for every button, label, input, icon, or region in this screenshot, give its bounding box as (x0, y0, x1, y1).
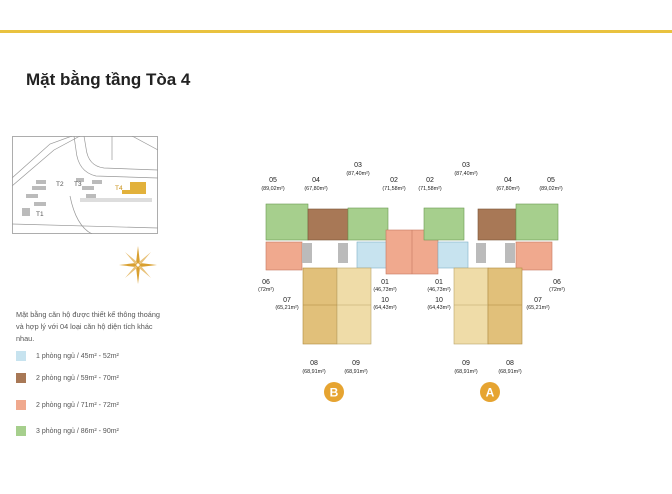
site-map-label-t2: T2 (56, 181, 64, 188)
unit-b-01-plan (357, 242, 387, 268)
legend-label: 2 phòng ngủ / 71m² - 72m² (36, 401, 119, 409)
unit-code: 10 (435, 297, 443, 304)
unit-area: (64,43m²) (427, 305, 451, 311)
unit-area: (65,21m²) (526, 305, 550, 311)
stair-core (302, 243, 312, 263)
wing-b (266, 204, 388, 344)
page-title: Mặt bằng tầng Tòa 4 (26, 70, 191, 89)
unit-a-07-plan (488, 268, 522, 344)
unit-area: (87,40m²) (454, 171, 478, 177)
unit-b-10-plan (337, 268, 371, 344)
legend-label: 3 phòng ngủ / 86m² - 90m² (36, 427, 119, 435)
unit-b-05-plan (266, 204, 308, 240)
unit-area: (67,80m²) (496, 186, 520, 192)
unit-code: 09 (352, 360, 360, 367)
unit-b-04-plan (308, 209, 348, 240)
unit-a-05-plan (516, 204, 558, 240)
unit-code: 06 (262, 279, 270, 286)
unit-area: (72m²) (549, 287, 565, 293)
wing-b-badge-label: B (329, 385, 339, 400)
site-map-label-t4: T4 (115, 185, 123, 192)
unit-area: (46,73m²) (427, 287, 451, 293)
unit-code: 06 (553, 279, 561, 286)
unit-area: (65,21m²) (275, 305, 299, 311)
unit-area: (89,02m²) (261, 186, 285, 192)
wing-a-badge (480, 382, 500, 402)
unit-area: (68,91m²) (344, 369, 368, 375)
unit-code: 08 (506, 360, 514, 367)
unit-a-06-plan (516, 242, 552, 270)
unit-a-04-plan (478, 209, 516, 240)
unit-code: 04 (504, 177, 512, 184)
unit-area: (87,40m²) (346, 171, 370, 177)
unit-area: (67,80m²) (304, 186, 328, 192)
unit-code: 03 (462, 162, 470, 169)
unit-area: (68,91m²) (454, 369, 478, 375)
unit-area: (71,58m²) (418, 186, 442, 192)
unit-area: (46,73m²) (373, 287, 397, 293)
unit-code: 10 (381, 297, 389, 304)
unit-code: 05 (269, 177, 277, 184)
unit-area: (68,91m²) (498, 369, 522, 375)
unit-area: (89,02m²) (539, 186, 563, 192)
unit-area: (71,58m²) (382, 186, 406, 192)
legend-label: 2 phòng ngủ / 59m² - 70m² (36, 374, 119, 382)
unit-area: (64,43m²) (373, 305, 397, 311)
unit-a-01-plan (438, 242, 468, 268)
unit-b-07-plan (303, 268, 337, 344)
unit-code: 07 (534, 297, 542, 304)
unit-code: 02 (390, 177, 398, 184)
wing-a-badge-label: A (485, 385, 495, 400)
site-map-label-t3: T3 (74, 181, 82, 188)
unit-a-10-plan (454, 268, 488, 344)
unit-code: 07 (283, 297, 291, 304)
wing-a (424, 204, 558, 344)
unit-code: 01 (381, 279, 389, 286)
unit-b-03-plan (348, 208, 388, 240)
stair-core (338, 243, 348, 263)
unit-b-06-plan (266, 242, 302, 270)
legend-label: 1 phòng ngủ / 45m² - 52m² (36, 352, 119, 360)
unit-code: 08 (310, 360, 318, 367)
wing-b-badge (324, 382, 344, 402)
stair-core (505, 243, 515, 263)
unit-code: 05 (547, 177, 555, 184)
stair-core (476, 243, 486, 263)
unit-area: (68,91m²) (302, 369, 326, 375)
unit-area: (72m²) (258, 287, 274, 293)
site-map-label-t1: T1 (36, 211, 44, 218)
unit-a-03-plan (424, 208, 464, 240)
unit-code: 03 (354, 162, 362, 169)
unit-code: 01 (435, 279, 443, 286)
floor-plan-description: Mặt bằng căn hộ được thiết kế thông thoáng và hợp lý với 04 loại căn hộ diện tích khác nhau. (16, 310, 160, 343)
unit-code: 04 (312, 177, 320, 184)
unit-code: 09 (462, 360, 470, 367)
unit-code: 02 (426, 177, 434, 184)
